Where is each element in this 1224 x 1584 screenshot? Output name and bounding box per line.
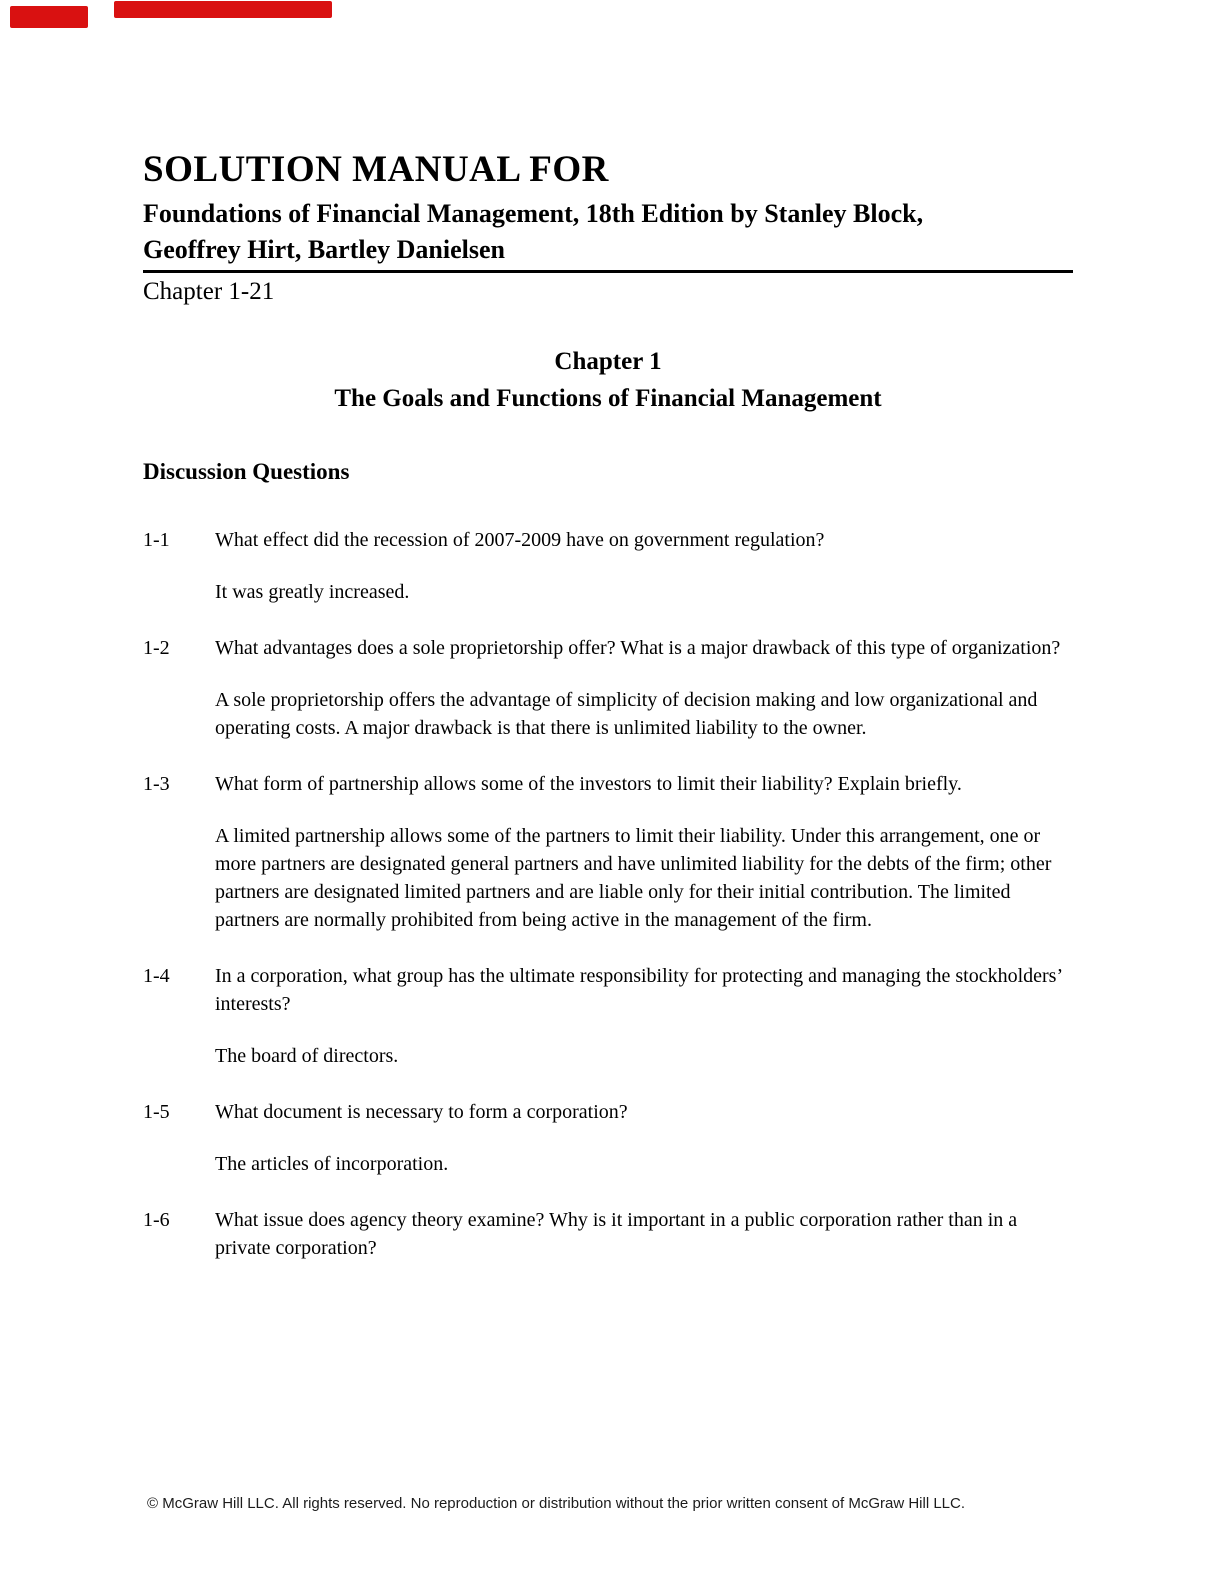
document-title: SOLUTION MANUAL FOR — [143, 149, 609, 190]
redaction-mark — [10, 6, 88, 28]
question-number: 1-5 — [143, 1101, 170, 1123]
page-content — [143, 146, 1073, 1290]
copyright-footer: © McGraw Hill LLC. All rights reserved. No reproduction or distribution without the prior written consent of McGraw Hill LLC. — [147, 1495, 966, 1512]
answer-text: A sole proprietorship offers the advantage of simplicity of decision making and low organizational and operating costs. A major drawback is that there is unlimited liability to the owner. — [215, 689, 1038, 739]
chapter-number: Chapter 1 — [554, 348, 662, 375]
question-number: 1-4 — [143, 965, 170, 987]
qa-item-1-6 — [143, 1206, 1073, 1262]
answer-text: A limited partnership allows some of the partners to limit their liability. Under this arrangement, one or more partners are designated general partners and have unlimited liability for the debts of the firm; other partners are designated limited partners and are liable only for their initial contribution. The limited partners are normally prohibited from being active in the management of the firm. — [215, 825, 1052, 931]
answer-text: The board of directors. — [215, 1045, 399, 1067]
question-text: What effect did the recession of 2007-2009 have on government regulation? — [215, 529, 825, 551]
chapter-title: The Goals and Functions of Financial Management — [334, 385, 882, 412]
question-text: In a corporation, what group has the ultimate responsibility for protecting and managing the stockholders’ interests? — [215, 965, 1062, 1015]
answer-text: It was greatly increased. — [215, 581, 410, 603]
question-number: 1-3 — [143, 773, 170, 795]
chapter-range: Chapter 1-21 — [143, 278, 275, 305]
question-text: What document is necessary to form a corporation? — [215, 1101, 628, 1123]
redaction-mark — [114, 1, 332, 18]
subtitle-line-1: Foundations of Financial Management, 18th Edition by Stanley Block, — [143, 199, 924, 228]
question-list — [143, 526, 1073, 1262]
question-number: 1-1 — [143, 529, 170, 551]
question-number: 1-2 — [143, 637, 170, 659]
section-heading: Discussion Questions — [143, 459, 350, 484]
document-subtitle — [143, 196, 1073, 268]
question-text: What form of partnership allows some of the investors to limit their liability? Explain briefly. — [215, 773, 962, 795]
question-text: What advantages does a sole proprietorship offer? What is a major drawback of this type of organization? — [215, 637, 1061, 659]
title-divider — [143, 270, 1073, 273]
qa-item-1-3 — [143, 770, 1073, 934]
qa-item-1-2 — [143, 634, 1073, 742]
answer-text: The articles of incorporation. — [215, 1153, 449, 1175]
qa-item-1-1 — [143, 526, 1073, 606]
subtitle-line-2: Geoffrey Hirt, Bartley Danielsen — [143, 235, 505, 264]
question-number: 1-6 — [143, 1209, 170, 1231]
qa-item-1-5 — [143, 1098, 1073, 1178]
question-text: What issue does agency theory examine? Why is it important in a public corporation rather than in a private corporation? — [215, 1209, 1018, 1259]
qa-item-1-4 — [143, 962, 1073, 1070]
chapter-heading — [143, 343, 1073, 417]
